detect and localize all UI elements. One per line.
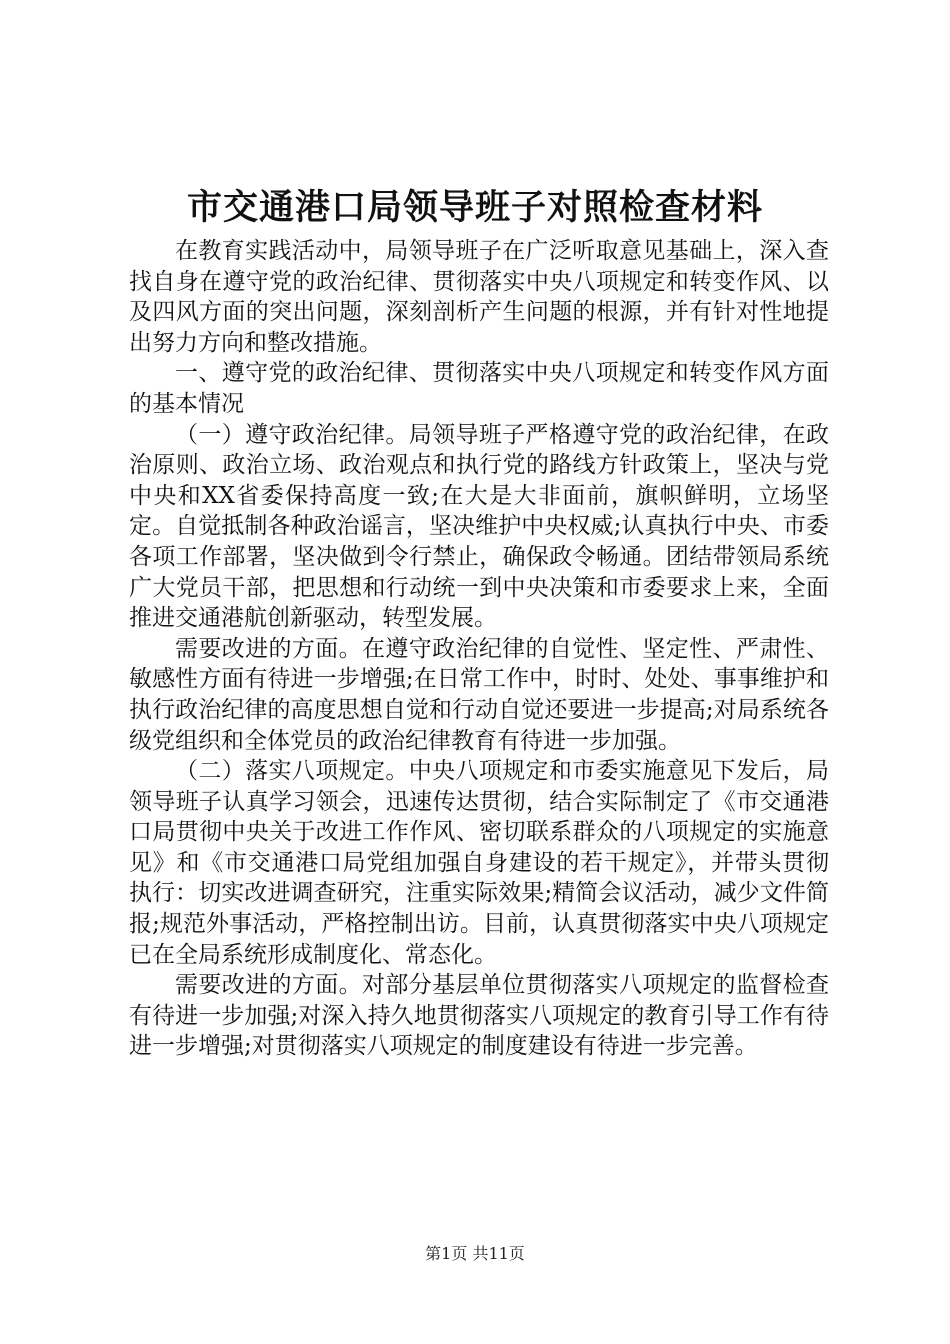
document-title: 市交通港口局领导班子对照检查材料 <box>186 187 763 228</box>
intro-paragraph: 在教育实践活动中，局领导班子在广泛听取意见基础上，深入查找自身在遵守党的政治纪律、贯彻落实中央八项规定和转变作风、以及四风方面的突出问题，深刻剖析产生问题的根源，并有针对性地提出努力方向和整改措施。 <box>129 238 829 356</box>
political-discipline-improvement-paragraph: 需要改进的方面。在遵守政治纪律的自觉性、坚定性、严肃性、敏感性方面有待进一步增强;在日常工作中，时时、处处、事事维护和执行政治纪律的高度思想自觉和行动自觉还要进一步提高;对局系统各级党组织和全体党员的政治纪律教育有待进一步加强。 <box>129 635 829 754</box>
document-body <box>129 236 829 1062</box>
page-number-footer: 第1页 共11页 <box>425 1244 525 1263</box>
eight-rules-improvement-paragraph: 需要改进的方面。对部分基层单位贯彻落实八项规定的监督检查有待进一步加强;对深入持久地贯彻落实八项规定的教育引导工作有待进一步增强;对贯彻落实八项规定的制度建设有待进一步完善。 <box>129 972 829 1060</box>
section-heading-1: 一、遵守党的政治纪律、贯彻落实中央八项规定和转变作风方面的基本情况 <box>129 360 829 417</box>
eight-rules-paragraph: （二）落实八项规定。中央八项规定和市委实施意见下发后，局领导班子认真学习领会，迅速传达贯彻，结合实际制定了《市交通港口局贯彻中央关于改进工作作风、密切联系群众的八项规定的实施意见》和《市交通港口局党组加强自身建设的若干规定》，并带头贯彻执行：切实改进调查研究，注重实际效果;精简会议活动，减少文件简报;规范外事活动，严格控制出访。目前，认真贯彻落实中央八项规定已在全局系统形成制度化、常态化。 <box>129 758 829 968</box>
political-discipline-paragraph: （一）遵守政治纪律。局领导班子严格遵守党的政治纪律，在政治原则、政治立场、政治观点和执行党的路线方针政策上，坚决与党中央和XX省委保持高度一致;在大是大非面前，旗帜鲜明，立场坚定。自觉抵制各种政治谣言，坚决维护中央权威;认真执行中央、市委各项工作部署，坚决做到令行禁止，确保政令畅通。团结带领局系统广大党员干部，把思想和行动统一到中央决策和市委要求上来，全面推进交通港航创新驱动，转型发展。 <box>129 421 829 632</box>
